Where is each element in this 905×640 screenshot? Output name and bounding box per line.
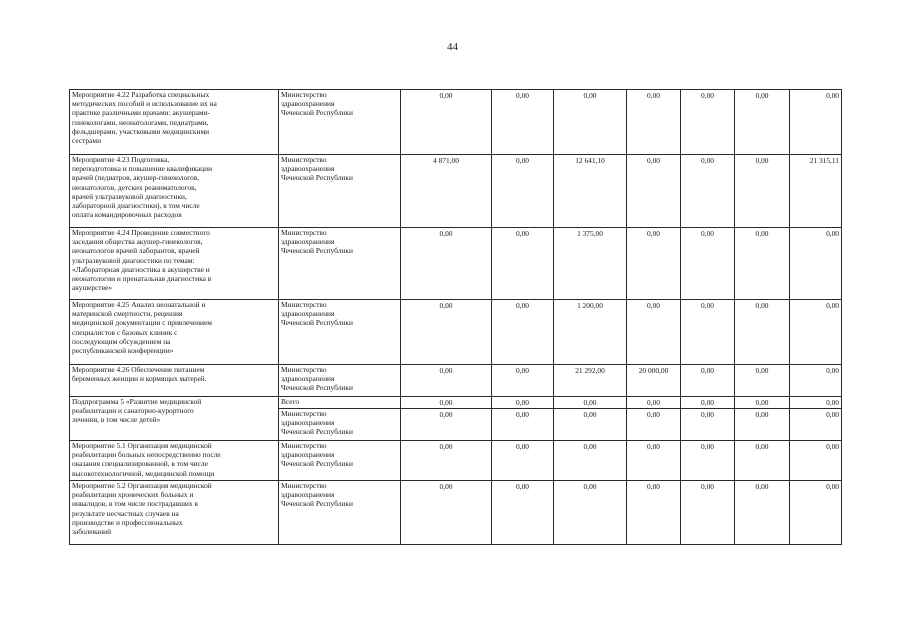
value-cell: 0,00 <box>790 441 842 481</box>
measure-cell-line: беременных женщин и кормящих матерей. <box>72 374 207 384</box>
value-cell: 0,00 <box>681 397 735 409</box>
value-cell: 20 000,00 <box>627 365 681 397</box>
value-cell: 0,00 <box>681 365 735 397</box>
measure-cell <box>70 365 279 397</box>
value-cell: 0,00 <box>627 90 681 155</box>
value-cell: 0,00 <box>735 441 790 481</box>
measure-cell-line: последующим обсуждением на <box>72 336 171 346</box>
value-cell: 0,00 <box>735 481 790 545</box>
measure-cell <box>70 300 279 365</box>
value-cell: 0,00 <box>554 90 627 155</box>
value-cell: 0,00 <box>401 90 492 155</box>
value-cell: 0,00 <box>492 365 554 397</box>
measure-cell-line: гинекологами, неонатологами, педиатрами, <box>72 117 209 127</box>
value-cell: 0,00 <box>627 300 681 365</box>
measure-cell-line: результате несчастных случаев на <box>72 508 179 518</box>
value-cell: 0,00 <box>790 481 842 545</box>
page-number: 44 <box>447 41 458 53</box>
measure-cell-line: реабилитации и санаторно-курортного <box>72 406 194 416</box>
value-cell: 1 200,00 <box>554 300 627 365</box>
value-cell: 0,00 <box>492 409 554 441</box>
executor-cell-line: Чеченской Республики <box>281 427 353 437</box>
measure-cell-line: высокотехнологичной, медицинской помощи <box>72 468 215 478</box>
value-cell: 0,00 <box>790 397 842 409</box>
executor-cell <box>279 409 401 441</box>
value-cell: 0,00 <box>735 300 790 365</box>
value-cell: 0,00 <box>401 441 492 481</box>
measure-cell-line: неонатологии и пренатальная диагностика в <box>72 274 212 284</box>
table-row <box>70 397 842 409</box>
value-cell: 0,00 <box>735 397 790 409</box>
measure-cell-line: «Лабораторная диагностика в акушерстве и <box>72 264 210 274</box>
measure-cell-line: заседания общества акушер-гинекологов, <box>72 237 203 247</box>
executor-cell-line: здравоохранения <box>281 418 335 428</box>
executor-cell-line: Министерство <box>281 481 327 490</box>
executor-cell <box>279 300 401 365</box>
measure-cell-line: специалистов с базовых клиник с <box>72 327 178 337</box>
measure-cell-line: ультразвуковой диагностики по темам: <box>72 255 195 265</box>
executor-cell-line: Министерство <box>281 300 327 309</box>
executor-cell <box>279 90 401 155</box>
value-cell: 0,00 <box>492 90 554 155</box>
value-cell: 0,00 <box>790 90 842 155</box>
value-cell: 0,00 <box>627 409 681 441</box>
executor-cell <box>279 441 401 481</box>
value-cell: 21 315,11 <box>790 155 842 228</box>
value-cell: 0,00 <box>681 228 735 300</box>
executor-cell <box>279 481 401 545</box>
executor-cell-line: Министерство <box>281 365 327 374</box>
measure-cell-line: инвалидов, в том числе пострадавших в <box>72 499 198 509</box>
executor-cell-line: здравоохранения <box>281 237 335 247</box>
executor-cell-line: здравоохранения <box>281 99 335 109</box>
value-cell: 0,00 <box>554 397 627 409</box>
value-cell: 0,00 <box>401 481 492 545</box>
measure-cell-line: медицинской документации с привлечением <box>72 318 212 328</box>
value-cell: 21 292,00 <box>554 365 627 397</box>
measure-cell-line: оказания специализированной, в том числе <box>72 459 208 469</box>
measure-cell-line: оплата командировочных расходов <box>72 210 182 220</box>
measure-cell-line: сестрами <box>72 136 102 146</box>
measure-cell-line: Мероприятие 4.26 Обеспечение питанием <box>72 365 205 374</box>
executor-cell-line: Чеченской Республики <box>281 459 353 469</box>
table-row <box>70 155 842 228</box>
measure-cell-line: врачей ультразвуковой диагностики, <box>72 191 187 201</box>
measure-cell-line: республиканской конференции» <box>72 346 174 356</box>
measure-cell-line: Мероприятие 4.25 Анализ неонатальной и <box>72 300 206 309</box>
measure-cell-line: производстве и профессиональных <box>72 517 183 527</box>
value-cell: 0,00 <box>554 441 627 481</box>
value-cell: 0,00 <box>627 155 681 228</box>
value-cell: 0,00 <box>401 365 492 397</box>
measure-cell-line: Мероприятие 5.2 Организация медицинской <box>72 481 212 490</box>
executor-cell-line: здравоохранения <box>281 374 335 384</box>
value-cell: 0,00 <box>492 300 554 365</box>
measure-cell <box>70 90 279 155</box>
executor-cell-line: здравоохранения <box>281 490 335 500</box>
measure-cell-line: неонатологов врачей лаборантов, врачей <box>72 246 200 256</box>
value-cell: 0,00 <box>492 228 554 300</box>
measure-cell-line: лечения, в том числе детей» <box>72 415 161 425</box>
executor-cell-line: здравоохранения <box>281 164 335 174</box>
value-cell: 0,00 <box>401 228 492 300</box>
program-table <box>69 89 842 545</box>
value-cell: 0,00 <box>735 228 790 300</box>
measure-cell-line: врачей (педиатров, акушер-гинекологов, <box>72 173 200 183</box>
executor-cell-line: здравоохранения <box>281 450 335 460</box>
value-cell: 0,00 <box>790 409 842 441</box>
value-cell: 0,00 <box>401 300 492 365</box>
value-cell: 0,00 <box>790 300 842 365</box>
measure-cell-line: материнской смертности, рецензия <box>72 309 183 319</box>
value-cell: 0,00 <box>735 365 790 397</box>
executor-cell-line: Чеченской Республики <box>281 108 353 118</box>
value-cell: 4 871,00 <box>401 155 492 228</box>
executor-cell-line: Чеченской Республики <box>281 499 353 509</box>
value-cell: 0,00 <box>554 409 627 441</box>
measure-cell <box>70 481 279 545</box>
executor-cell-line: Чеченской Республики <box>281 318 353 328</box>
measure-cell-line: Мероприятие 4.23 Подготовка, <box>72 155 170 164</box>
measure-cell-line: Мероприятие 4.22 Разработка специальных <box>72 90 210 99</box>
executor-cell-line: Министерство <box>281 228 327 237</box>
value-cell: 0,00 <box>627 397 681 409</box>
measure-cell-line: Мероприятие 4.24 Проведение совместного <box>72 228 210 237</box>
measure-cell-line: заболеваний <box>72 527 112 537</box>
measure-cell-line: акушерстве» <box>72 283 113 293</box>
value-cell: 0,00 <box>681 300 735 365</box>
table-row <box>70 300 842 365</box>
value-cell: 0,00 <box>492 397 554 409</box>
value-cell: 0,00 <box>492 155 554 228</box>
value-cell: 0,00 <box>735 90 790 155</box>
table-row <box>70 441 842 481</box>
value-cell: 0,00 <box>401 409 492 441</box>
executor-cell-line: Министерство <box>281 90 327 99</box>
value-cell: 0,00 <box>554 481 627 545</box>
value-cell: 12 641,10 <box>554 155 627 228</box>
value-cell: 0,00 <box>681 441 735 481</box>
value-cell: 0,00 <box>735 155 790 228</box>
measure-cell-line: реабилитации хронических больных и <box>72 490 194 500</box>
executor-cell <box>279 228 401 300</box>
executor-cell-line: Министерство <box>281 155 327 164</box>
executor-cell-line: Чеченской Республики <box>281 246 353 256</box>
table-row <box>70 90 842 155</box>
executor-cell-line: здравоохранения <box>281 309 335 319</box>
table-row <box>70 228 842 300</box>
table-row <box>70 481 842 545</box>
table-body <box>70 90 842 545</box>
measure-cell-line: неонатологов, детских реаниматологов, <box>72 182 197 192</box>
executor-cell-line: Чеченской Республики <box>281 383 353 393</box>
measure-cell <box>70 228 279 300</box>
value-cell: 0,00 <box>401 397 492 409</box>
measure-cell-line: практике различными врачами: акушерами- <box>72 108 210 118</box>
value-cell: 0,00 <box>627 228 681 300</box>
executor-cell <box>279 155 401 228</box>
value-cell: 0,00 <box>681 481 735 545</box>
executor-cell-line: Всего <box>281 397 300 406</box>
measure-cell-line: методических пособий и использование их на <box>72 99 217 109</box>
measure-cell <box>70 397 279 441</box>
measure-cell-line: Мероприятие 5.1 Организация медицинской <box>72 441 212 450</box>
value-cell: 0,00 <box>492 481 554 545</box>
value-cell: 0,00 <box>790 365 842 397</box>
value-cell: 0,00 <box>735 409 790 441</box>
executor-cell-line: Чеченской Республики <box>281 173 353 183</box>
executor-cell-line: Министерство <box>281 441 327 450</box>
value-cell: 0,00 <box>790 228 842 300</box>
value-cell: 0,00 <box>627 481 681 545</box>
table-row <box>70 365 842 397</box>
measure-cell-line: реабилитации больных непосредственно после <box>72 450 221 460</box>
executor-cell <box>279 397 401 409</box>
measure-cell-line: лабораторной диагностики), в том числе <box>72 201 200 211</box>
measure-cell-line: Подпрограмма 5 «Развитие медицинской <box>72 397 202 406</box>
value-cell: 0,00 <box>492 441 554 481</box>
value-cell: 0,00 <box>627 441 681 481</box>
value-cell: 0,00 <box>681 155 735 228</box>
executor-cell <box>279 365 401 397</box>
value-cell: 0,00 <box>681 90 735 155</box>
measure-cell <box>70 155 279 228</box>
value-cell: 0,00 <box>681 409 735 441</box>
measure-cell-line: переподготовка и повышение квалификации <box>72 164 213 174</box>
value-cell: 1 375,00 <box>554 228 627 300</box>
measure-cell-line: фельдшерами, участковыми медицинскими <box>72 126 210 136</box>
executor-cell-line: Министерство <box>281 409 327 418</box>
measure-cell <box>70 441 279 481</box>
